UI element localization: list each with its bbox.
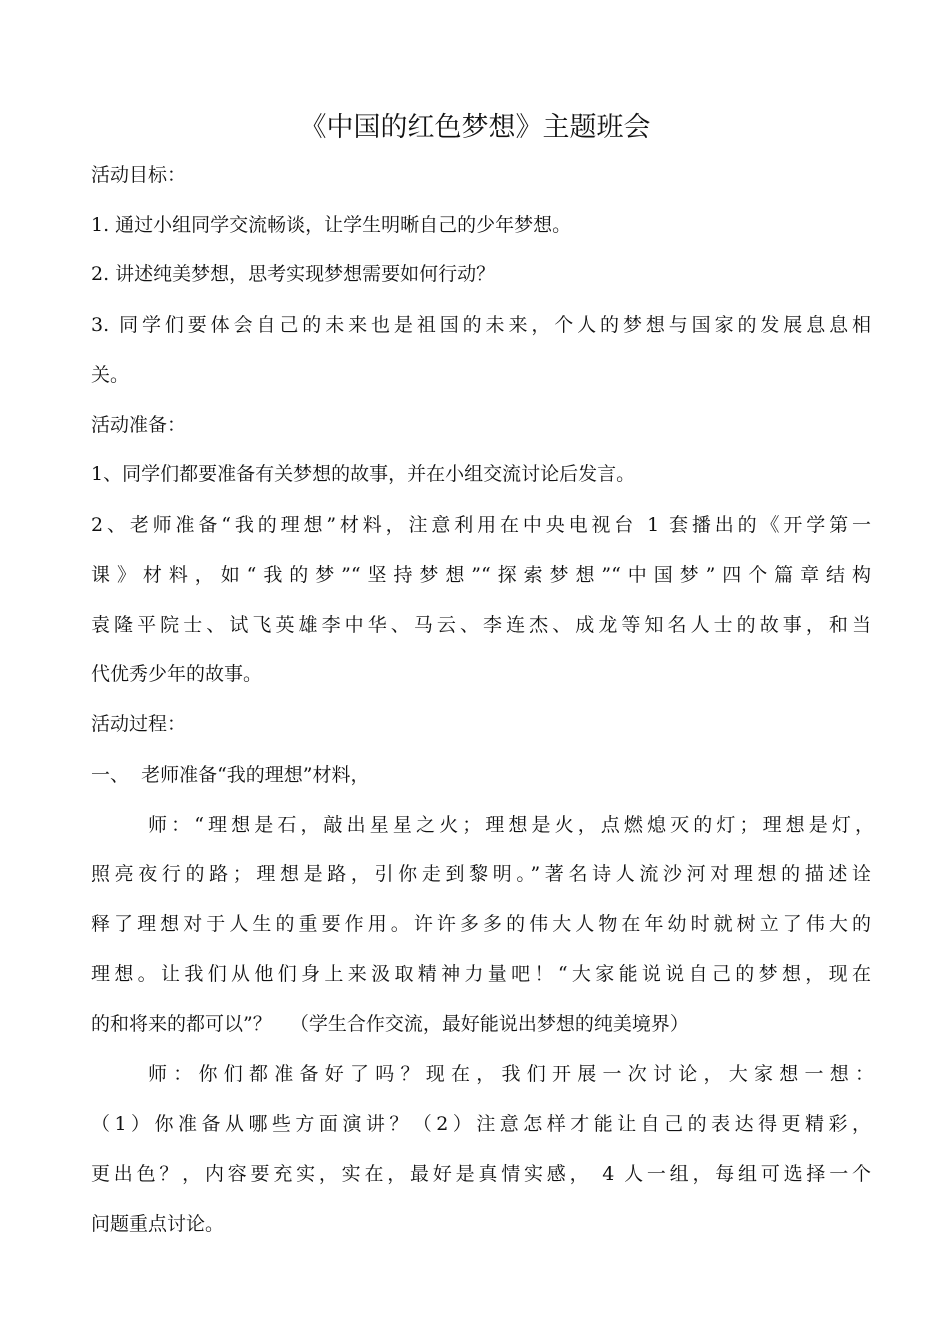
preparation-item-1: 1、同学们都要准备有关梦想的故事，并在小组交流讨论后发言。 (91, 463, 636, 485)
teacher-speech-1-line-3: 释了理想对于人生的重要作用。许许多多的伟大人物在年幼时就树立了伟大的 (91, 913, 871, 935)
teacher-speech-1-line-2: 照亮夜行的路；理想是路，引你走到黎明。”著名诗人流沙河对理想的描述诠 (91, 863, 871, 885)
goal-item-2: 2. 讲述纯美梦想，思考实现梦想需要如何行动？ (91, 263, 496, 285)
document-title: 《中国的红色梦想》主题班会 (299, 112, 651, 143)
section-heading-goals: 活动目标： (91, 164, 187, 186)
goal-item-1: 1. 通过小组同学交流畅谈，让学生明晰自己的少年梦想。 (91, 214, 572, 236)
teacher-speech-2-line-2: （1）你准备从哪些方面演讲？（2）注意怎样才能让自己的表达得更精彩， (91, 1113, 871, 1135)
teacher-speech-1-line-1: 师：“理想是石，敲出星星之火；理想是火，点燃熄灭的灯；理想是灯， (148, 814, 874, 836)
process-step-1-heading: 一、 老师准备“我的理想”材料， (91, 764, 370, 786)
teacher-speech-2-line-3: 更出色？，内容要充实，实在，最好是真情实感， 4 人一组，每组可选择一个 (91, 1163, 871, 1185)
section-heading-process: 活动过程： (91, 713, 187, 735)
teacher-speech-2-line-1: 师：你们都准备好了吗？现在，我们开展一次讨论，大家想一想： (148, 1063, 874, 1085)
preparation-item-2-line-2: 课》材料，如“我的梦”“坚持梦想”“探索梦想”“中国梦”四个篇章结构 (91, 564, 871, 586)
teacher-speech-1-line-5: 的和将来的都可以”？ （学生合作交流，最好能说出梦想的纯美境界） (91, 1013, 689, 1035)
preparation-item-2-line-3: 袁隆平院士、试飞英雄李中华、马云、李连杰、成龙等知名人士的故事，和当 (91, 614, 871, 636)
teacher-speech-1-line-4: 理想。让我们从他们身上来汲取精神力量吧！“大家能说说自己的梦想，现在 (91, 963, 871, 985)
preparation-item-2-line-1: 2、老师准备“我的理想”材料，注意利用在中央电视台 1 套播出的《开学第一 (91, 514, 871, 536)
teacher-speech-2-line-4: 问题重点讨论。 (91, 1213, 225, 1235)
preparation-item-2-line-4: 代优秀少年的故事。 (91, 663, 263, 685)
goal-item-3-line-1: 3. 同学们要体会自己的未来也是祖国的未来，个人的梦想与国家的发展息息相 (91, 314, 871, 336)
goal-item-3-line-2: 关。 (91, 364, 130, 386)
section-heading-preparation: 活动准备： (91, 414, 187, 436)
